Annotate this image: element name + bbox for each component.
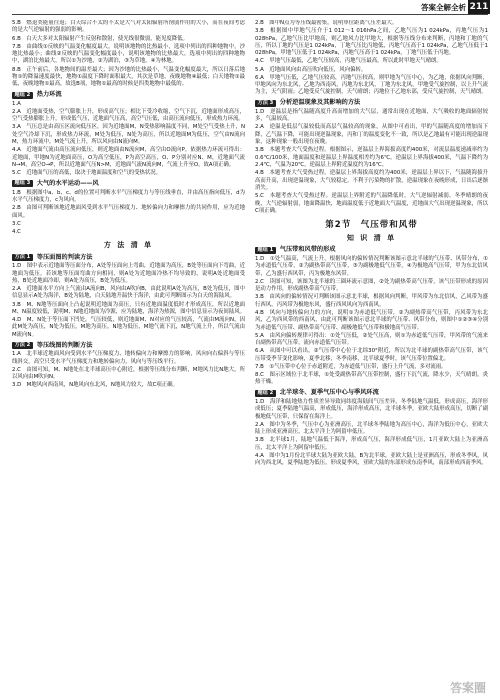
section-tag: 题组 3 — [12, 180, 33, 187]
band-heading: 方 法 清 单 — [103, 241, 154, 250]
answer-paragraph: 2.A 逆温是低层气温较低而高层气温较高的现象，从图中可看出，甲的气温随高度的增加而下降，乙气温下降，可能出现逆温现象，丙和丁的温度变化不一致，所以是乙地最有可能出现逆温现象，这种现象一般出现在夜晚。 — [255, 124, 488, 146]
answer-paragraph: 3.B M、N地等压面向上凸起说明近地面为高压，只有近地面温度低时才形成高压，所以近地面M、N温度较低，说明M、N地近地面为冷源，应为陆地，海洋为热源，图中信息显示为夜间陆风。 — [12, 301, 245, 315]
page-header — [0, 0, 500, 18]
page-number: 211 — [469, 2, 489, 12]
section-title: 大气的水平运动——风 — [36, 180, 99, 188]
answer-paragraph: 1.A — [12, 100, 21, 107]
section-heading — [255, 99, 488, 106]
section-tag: 题组 2 — [12, 92, 33, 99]
section-heading — [12, 180, 245, 187]
answer-paragraph: 1.D ①处气温高，气流上升，根据风向的偏转情况判断该图示意北半球的气压带、风带分布，①为赤道低气压带，②为副热带高气压带，③为副极地低气压带，④为极地高气压带，甲为东北信风带，乙为盛行西风带，丙为极地东风带。 — [255, 255, 488, 277]
answer-paragraph: 5.B 燃退类能量往返；白天综合不太的不太是大气对太阳辐射所削弱作用的大小，而在夜间考虑的是大气逆辐射的强弱的影响。 — [12, 20, 245, 34]
answer-paragraph: 3.B 本题考查大气受热过程。根据图示，逆温层上界海拔高度约400米，对流层温度递减率约为0.6℃/100米，地面温度和逆温层上界温度相差约为6℃。逆温层上界海拔400米，气温下降约为2.4℃，气温为20℃，逆温层上界附近温度约为16℃。 — [255, 147, 488, 169]
section-heading — [12, 91, 245, 98]
answer-paragraph: 3.B 由风向的偏转情况可判断该图示意北半球，根据风向判断，甲风带为东北信风，乙风带为盛行西风，丙风带为极地东风，盛行西风风向为西南风。 — [255, 294, 488, 308]
section-tag: 方法 2 — [12, 342, 33, 349]
answer-paragraph: 4.D M、N处于等压面下凹处，气压较低，则近地面M、N对应的气压较高，气流由M流向N，因此M处为高压，N处为低压，M地为高压，N地为低压，M地气流下沉，N地气流上升，所以气流由M流向N。 — [12, 317, 245, 338]
answer-paragraph: 3.A 气压总是由高压区流向低压区，因为近地面M、N受热影响温度不同，M处空气受热上升，N处空气冷却下沉，形成热力环流，M处为低压，N处为高压，所以近地面M为低压，空气由N流向M，热力环流中，M处气流上升，所以风向由N流向M。 — [12, 124, 245, 146]
header-title: 答案全解全析 — [421, 3, 466, 12]
answer-paragraph: 6.B 白天大多对太阳辐射产生反射和散射，使光线很微弱，能见度降低。 — [12, 35, 188, 42]
answer-paragraph: 5.A 近地面风向由高压吹向低压，风向偏转。 — [255, 66, 367, 73]
section-tag: 方法 3 — [255, 100, 276, 107]
answer-paragraph: 2.A 图中为冬季，气压中心为亚洲高压，北半球冬季陆地为高压中心，海洋为低压中心，亚欧大陆上形成亚洲高压，北太平洋上为阿留申低压。 — [255, 421, 488, 436]
answer-paragraph: 1.D 图中表示近地面等压面分布，A处等压面向上弯曲，近地面为高压，B处等压面向下弯曲，近地面为低压。若该地等压面弯曲方向相同，则A处为近地面冷热不均导致的，说明A处近地面受热，B处近地面冷却，则A处为高压，B处为低压。 — [12, 263, 245, 284]
answer-paragraph: 1.B 根据图中a、b、c、d的位置可判断水平气压梯度力与等压线垂直，并由高压指向低压，d为水平气压梯度力，c为风向。 — [12, 189, 245, 204]
answer-paragraph: 3.B 北半球1月，陆地气温低于海洋，形成高气压，海洋形成低气压，1月亚欧大陆上为亚洲高压，北太平洋上为阿留申低压。 — [255, 437, 488, 451]
answer-paragraph: 7.B ①气压带中心位于赤道附近，为赤道低气压带，盛行上升气流，多对流雨。 — [255, 363, 447, 370]
answer-paragraph: 2.B 由图可判断该地近地面风受到水平气压梯度力、地转偏向力和摩擦力的共同作用，应为近地面风。 — [12, 205, 245, 219]
answer-paragraph: 4.C — [12, 228, 21, 235]
answer-paragraph: 7.B 由曲线①反映的气温变化幅度最大，说明该地物的比热最小，选项中列出的四种地物中，沙地比热最小；曲线②反映的气温变化幅度最小，说明该地物的比热最大，选项中列出的四种地物中，湖泊比热最大，所以①为沙地，②为湖泊，③为草地，④为林地。 — [12, 43, 245, 65]
site-watermark: 答案圈 — [449, 681, 486, 695]
answer-paragraph: 2.C 读图可知，该图为北半球的三圈环流示意图，②处为副热带高气压带，该气压带形成的原因是动力作用，形成副热带高气压带。 — [255, 278, 488, 293]
answer-paragraph: 5.C 近地面气压的高低，取决于地面温度和空气的受热状况。 — [12, 170, 162, 177]
answer-paragraph: 5.A 由风向偏转规律可得出：①处气压低，②处气压高，则①为赤道低气压带，甲风带的气流来自副热带高气压带，流向赤道低气压带。 — [255, 332, 488, 347]
section-title: 热力环流 — [36, 91, 62, 99]
answer-paragraph: 2.C 由图可知，M、N地处在北半球高压中心附近，根据等压线分布判断，M地风力比N地大，所以风向由M吹向N。 — [12, 366, 245, 381]
section-title: 气压带和风带的形成 — [279, 246, 336, 254]
answer-paragraph: 4.B 风向与地转偏向力的方向，说明①为赤道低气压带，②为副热带高气压带，丙风带为东北风，乙为西风带的西南风，由此可判断该图示意北半球的气压带、风带分布，则图中①②③④分别为赤道低气压带、副热带高气压带、副极地低气压带和极地高气压带。 — [255, 309, 488, 331]
answer-paragraph: 8.B 正午前后，各地物间的温差最大；因为沙地的比热最小，气温变化幅度最大，所以日落后地物①的降温速度最快，地物①温度下降时面积最大，其次是草地，夜晚地物④最低；白天地物①最低，夜晚地物①最高，故选B项，地物①最高的时候是四类地物中最低的。 — [12, 66, 245, 88]
section-title: 等压线图的判断方法 — [36, 341, 93, 349]
answer-paragraph: 4.A 图中为1月份北半球大陆为亚欧大陆，B为北半球，亚欧大陆上是亚洲高压，形成冬季风，风向为西北风，夏季陆地为低压，形成夏季风，亚欧大陆的东部形成东南季风，南部形成西南季风。 — [255, 452, 488, 467]
answer-paragraph: 2.A 近地面水平方向上气流由A流向B，风向由A吹向B，由此说明A处为高压，B处为低压，图中信息显示A处为海洋，B处为陆地，白天陆地升温快于海洋，由此可判断图示为白天的海陆风。 — [12, 286, 245, 300]
answer-paragraph: 6.A 甲地气压低，乙地气压较高，丙地气压较高，则甲地为气压中心，为乙地，依据风向判断，甲地风向为东北风，乙地为西南风，丙地为东北风，丁地为东北风，甲地受气旋控制，以上升气流为主，天气阴雨；乙地受反气旋控制，天气晴朗；丙地位于乙地东部，受反气旋控制，天气晴朗。 — [255, 74, 488, 96]
left-column — [12, 20, 245, 692]
header-rule — [12, 14, 488, 15]
text-columns — [12, 20, 488, 692]
section-heading — [12, 254, 245, 261]
chapter-heading: 第2节 气压带和风带 — [325, 219, 418, 230]
answer-paragraph: 2.A 近地面受热，空气膨胀上升，形成高气压；相比下受冷收缩，空气下沉，近地面形成高压，空气受热膨胀上升，形成低气压，近地面气压高，高空气压低，由高压流向低压，形成热力环流。 — [12, 108, 245, 123]
section-heading — [255, 246, 488, 253]
section-title: 分析逆温现象及其影响的方法 — [279, 99, 361, 107]
answer-paragraph: 3.B 根据图中甲地气压介于1 012～1 016hPa之间，乙地气压为1 024kPa，丙地气压为1 028hPa，乙地气压比甲地高，则乙地风力比甲地大，根据等压线分布来判断，丙地和丁地的气压，所以丁地的气压是1 024kPa，丁地气压比丙地低，丙地气压高于1 024kPa，乙地气压低于1 028hPa，甲地气压低于1 024kPa，丙地气压高于1 024kPa，丁地气压低于丙地。 — [255, 28, 488, 57]
section-tag: 方法 1 — [12, 254, 33, 261]
answer-paragraph: 6.A 从图中可以看出，②气压带中心位于北纬30°附近，所以为北半球的副热带高气压带，该气压带受季节变化影响，夏季北移，冬季南移，北半球夏季时，该气压带位置偏北。 — [255, 348, 488, 362]
answer-paragraph: 1.D 逆温层是指气温随高度升高而增加的大气层，通常出现在近地面，大气吸收的地面辐射较多，气温较高。 — [255, 108, 488, 123]
answer-paragraph: 8.C 图示区域位于北半球，①处受副热带高气压带控制，盛行下沉气流，降水少，天气晴朗，炎热干燥。 — [255, 371, 488, 386]
answer-paragraph: 3.D M地风向西南风，N地风向东北风，N地风力较大，故C项正确。 — [12, 382, 178, 389]
answer-paragraph: 4.A 近地面气流由高压流向低压，则近地面由N流向M，高空由O流向P，依据热力环流可得出：近地面，甲地N为近地面高压，O为高空低压，P为高空高压，O、P分别对应N、M，近地面气流N→M，高空O→P，所以近地面气压N>M，近地面气流N流向M，气流上升至O，故A项正确。 — [12, 147, 245, 169]
answer-paragraph: 3.C — [12, 220, 21, 227]
band-heading: 知 识 清 单 — [346, 234, 397, 243]
answer-paragraph: 5.C 本题考查大气受热过程。逆温层上界附近的气温降低时，大气逆辐射减弱。冬季晴朗的夜晚，大气逆辐射弱，地面降温快，地面温度低于近地面大气温度，近地面大气出现逆温现象，所以C项正确。 — [255, 193, 488, 215]
section-tag: 题组 1 — [255, 247, 276, 254]
section-title: 等压面图的判读方法 — [36, 253, 93, 261]
answer-paragraph: 1.A 北半球近地面风向受到水平气压梯度力、地转偏向力和摩擦力的影响，风向向右偏斜与等压线斜交，高空只受水平气压梯度力和地转偏向力，风向与等压线平行。 — [12, 351, 245, 365]
section-heading — [12, 342, 245, 349]
answer-paragraph: 1.D 海洋和陆地热力性质差异导致同纬度海陆间气压差异，冬季陆地气温低，形成高压，海洋形成低压；夏季陆地气温高，形成低压，海洋形成高压，北半球冬季，亚欧大陆形成高压，切断了副极地低气压带，只保留在海洋上。 — [255, 398, 488, 420]
answer-paragraph: 4.B 本题考查大气受热过程。逆温层上界海拔高度约为400米，逆温层上界以下，气温随海拔升高而升高，出现逆温现象，大气较稳定，不利于污染物的扩散，逆温现象在夜晚形成，日出后逐渐消失。 — [255, 170, 488, 192]
right-column — [255, 20, 488, 692]
section-heading — [255, 389, 488, 396]
answer-paragraph: 4.C 甲地气压最低，乙地气压较高，丙地气压最高，所以此时甲地天气晴朗。 — [255, 58, 442, 65]
section-tag: 题组 2 — [255, 390, 276, 397]
answer-paragraph: 2.B 图中N点为等压线最密集，说明单位距离气压差最大。 — [255, 20, 398, 26]
section-title: 北半球冬、夏季气压中心与季风环流 — [279, 389, 379, 397]
